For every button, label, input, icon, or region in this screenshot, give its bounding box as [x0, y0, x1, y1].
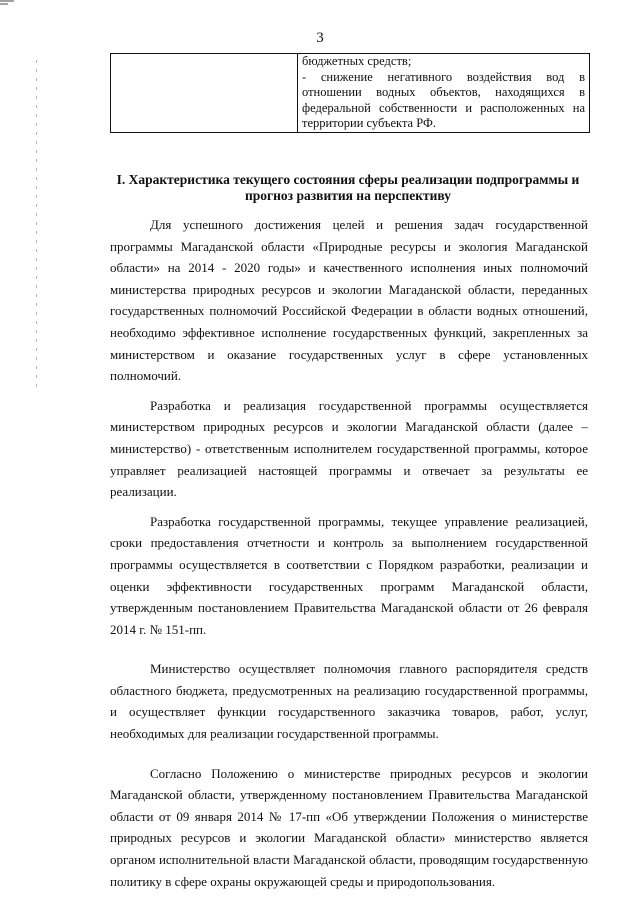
table-cell-content	[298, 54, 590, 133]
table-line: бюджетных средств;	[302, 54, 412, 68]
table-row	[111, 54, 590, 133]
paragraph: Для успешного достижения целей и решения задач государственной программы Магаданской области «Природные ресурсы и экология Магаданской области» на 2014 - 2020 годы» и качественного исполнения иных полномочий министерства природных ресурсов и экологии Магаданской области, переданных государственных полномочий Российской Федерации в области водных отношений, необходимо эффективное исполнение государственных функций, закрепленных за министерством и оказание государственных услуг в сфере установленных полномочий.	[110, 217, 588, 384]
table-line: - снижение негативного воздействия вод в отношении водных объектов, находящихся в федеральной собственности и расположенных на территории субъекта РФ.	[302, 69, 585, 130]
paragraph: Разработка и реализация государственной программы осуществляется министерством природных ресурсов и экологии Магаданской области (далее – министерство) - ответственным исполнителем государственной программы, которое управляет реализацией настоящей программы и отвечает за результаты ее реализации.	[110, 397, 588, 500]
paragraph: Разработка государственной программы, текущее управление реализацией, сроки предоставления отчетности и контроль за выполнением государственной программы осуществляется в соответствии с Порядком разработки, реализации и оценки эффективности государственных программ Магаданской области, утвержденным постановлением Правительства Магаданской области от 26 февраля 2014 г. № 151-пп.	[110, 513, 588, 637]
paragraph: Министерство осуществляет полномочия главного распорядителя средств областного бюджета, предусмотренных на реализацию государственной программы, и осуществляет функции государственного заказчика товаров, работ, услуг, необходимых для реализации государственной программы.	[110, 661, 588, 742]
section-heading: I. Характеристика текущего состояния сферы реализации подпрограммы и прогноз развития на перспективу	[116, 172, 580, 203]
page-number: 3	[316, 30, 324, 46]
section-body	[110, 214, 588, 892]
continued-table	[110, 53, 590, 133]
scan-corner-mark	[0, 0, 14, 6]
scan-margin-mark	[36, 60, 37, 390]
paragraph: Согласно Положению о министерстве природных ресурсов и экологии Магаданской области, утвержденному постановлением Правительства Магаданской области от 09 января 2014 № 17-пп «Об утверждении Положения о министерстве природных ресурсов и экологии Магаданской области» министерство является органом исполнительной власти Магаданской области, проводящим государственную политику в сфере охраны окружающей среды и природопользования.	[110, 765, 588, 889]
table-cell-empty	[111, 54, 298, 133]
